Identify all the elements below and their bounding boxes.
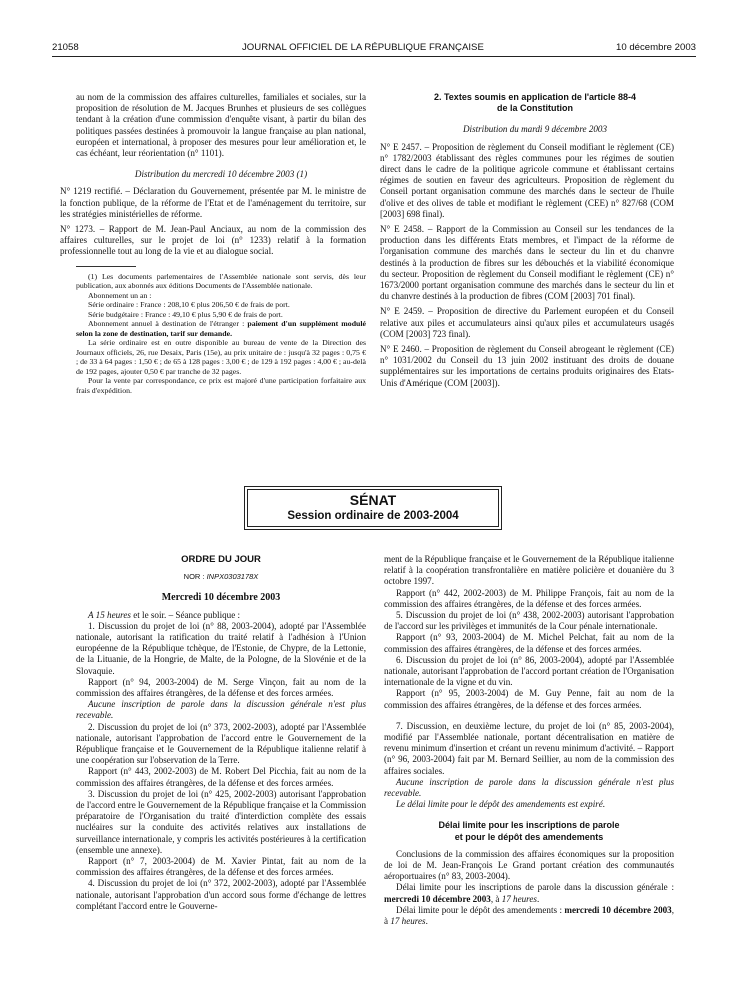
agenda-item-6: 6. Discussion du projet de loi (n° 86, 2003-2004), adopté par l'Assemblée nationale, autorisant l'approbation de l'accord portant création de l'Organisation internationale de la vigne et du vin. [384,654,674,688]
section-heading-2: de la Constitution [497,103,573,114]
item-text: – Proposition de règlement du Conseil modifiant le règlement (CE) n° 1782/2003 établissant des règles communes pour les régimes de soutien direct dans le cadre de la politique agricole commune et établissant certains régimes de soutien en faveur des agriculteurs. Proposition de règlement du Conseil portant organisation commune des marchés dans le secteur de l'huile d'olive et des olives de table et modifiant le règlement (CEE) n° 827/68 (COM [2003] 698 final). [380,141,674,219]
agenda-item-4-cont: ment de la République française et le Gouvernement de la République italienne relatif à la coopération transfrontalière en matière policière et douanière du 3 octobre 1997. [384,554,674,587]
date-heading: Mercredi 10 décembre 2003 [161,592,281,604]
page-header [52,42,696,56]
item-label: N° E 2457. [380,141,422,152]
distribution-heading: Distribution du mardi 9 décembre 2003 [462,124,608,135]
agenda-item-4: 4. Discussion du projet de loi (n° 372, 2002-2003), adopté par l'Assemblée nationale, autorisant l'approbation d'un accord sous forme d'échange de lettres complétant l'accord entre le Gouverne- [76,878,366,911]
footnote-p5: Abonnement annuel à destination de l'étranger : paiement d'un supplément modulé selon la zone de destination, tarif sur demande. [76,319,366,338]
agenda-item-2: 2. Discussion du projet de loi (n° 373, 2002-2003), adopté par l'Assemblée nationale, autorisant l'approbation de l'accord entre le Gouvernement de la République française et le Gouvernement de la République italienne relatif à une coopération sur l'observation de la Terre. [76,721,366,766]
footnote-rule [76,266,136,267]
page-number: 21058 [52,42,79,53]
agenda-item-3: 3. Discussion du projet de loi (n° 425, 2002-2003) autorisant l'approbation de l'accord entre le Gouvernement de la République française et la Commission préparatoire de l'Organisation du traité d'interdiction complète des essais nucléaires sur la conduite des activités relatives aux installations de surveillance internationale, y compris les activités postérieures à la certification (ensemble une annexe). [76,788,366,855]
list-item [380,344,674,389]
item-text: – Rapport de M. Jean-Paul Anciaux, au nom de la commission des affaires culturelles, sur le projet de loi (n° 1233) relatif à la formation professionnelle tout au long de la vie et au dialogue social. [60,224,366,257]
list-item [380,224,674,302]
item-text: – Proposition de règlement du Conseil abrogeant le règlement (CE) n° 1031/2002 du Conseil du 13 juin 2002 instituant des droits de douane supplémentaires sur les importations de certains produits originaires des Etats-Unis d'Amérique (COM [2003]). [380,344,674,388]
delai-amendements: Délai limite pour le dépôt des amendements : mercredi 10 décembre 2003, à 17 heures. [384,904,674,927]
footnote [76,272,366,396]
nor-reference: NOR : INPX0303178X [183,572,259,582]
issue-date: 10 décembre 2003 [615,42,696,53]
agenda-report-6: Rapport (n° 95, 2003-2004) de M. Guy Penne, fait au nom de la commission des affaires étrangères, de la défense et des forces armées. [384,688,674,710]
senat-box [244,486,502,530]
conclusions-paragraph: Conclusions de la commission des affaires économiques sur la proposition de loi de M. Jean-François Le Grand portant création des communautés aéroportuaires (n° 83, 2003-2004). [384,848,674,882]
intro-paragraph: au nom de la commission des affaires culturelles, familiales et sociales, sur la proposition de résolution de M. Jacques Brunhes et plusieurs de ses collègues tendant à la création d'une commission d'enquête visant, à partir du bilan des politiques passées destinées à promouvoir la langue française au plan national, européen et international, à proposer des mesures pour leur amélioration et, le cas échéant, leur réorientation (n° 1101). [76,92,366,159]
item-text: – Déclaration du Gouvernement, présentée par M. le ministre de la fonction publique, de la réforme de l'Etat et de l'aménagement du territoire, sur les stratégies ministérielles de réforme. [60,186,366,219]
delai-inscriptions: Délai limite pour les inscriptions de parole dans la discussion générale : mercredi 10 décembre 2003, à 17 heures. [384,882,674,904]
senat-title: SÉNAT [349,492,397,508]
item-label: N° E 2459. [380,306,425,317]
list-item [380,306,674,340]
agenda-note-1: Aucune inscription de parole dans la discussion générale n'est plus recevable. [76,699,366,721]
agenda-item-1: 1. Discussion du projet de loi (n° 88, 2003-2004), adopté par l'Assemblée nationale, autorisant la ratification du traité relatif à l'adhésion à l'Union européenne de la République tchèque, de l'Estonie, de Chypre, de la Lettonie, de la Lituanie, de la Hongrie, de Malte, de la Pologne, de la Slovénie et de la Slovaquie. [76,620,366,676]
agenda-report-2: Rapport (n° 443, 2002-2003) de M. Robert Del Picchia, fait au nom de la commission des affaires étrangères, de la défense et des forces armées. [76,766,366,788]
agenda-report-5: Rapport (n° 93, 2003-2004) de M. Michel Pelchat, fait au nom de la commission des affaires étrangères, de la défense et des forces armées. [384,632,674,654]
agenda-report-4: Rapport (n° 442, 2002-2003) de M. Philippe François, fait au nom de la commission des affaires étrangères, de la défense et des forces armées. [384,587,674,609]
footnote-p1: (1) Les documents parlementaires de l'Assemblée nationale sont servis, dès leur publication, aux abonnés aux éditions Documents de l'Assemblée nationale. [76,271,366,291]
item-text: – Rapport de la Commission au Conseil sur les tendances de la production dans les différents Etats membres, et l'impact de la réforme de l'organisation commune des marchés dans le secteur du lin et du chanvre destinés à la production de fibres sur les débouchés et la viabilité économique du secteur. Proposition de règlement du Conseil modifiant le règlement (CE) n° 1673/2000 portant organisation commune des marchés dans le secteur du lin et du chanvre destinés à la production de fibres (COM [2003] 701 final). [380,224,674,302]
item-label: N° E 2460. [380,344,422,355]
agenda-deadline-7: Le délai limite pour le dépôt des amendements est expiré. [396,799,606,810]
item-label: N° E 2458. [380,224,424,235]
left-bottom-column [76,554,366,912]
section-heading-1: 2. Textes soumis en application de l'article 88-4 [433,92,637,102]
item-label: N° 1219 rectifié. [60,186,123,197]
right-bottom-column [384,554,674,927]
item-label: N° 1273. [60,224,96,235]
list-item [60,224,366,258]
list-item [60,186,366,220]
delai-heading-1: Délai limite pour les inscriptions de parole [438,820,620,831]
header-rule [52,56,696,57]
agenda-report-3: Rapport (n° 7, 2003-2004) de M. Xavier Pintat, fait au nom de la commission des affaires étrangères, de la défense et des forces armées. [76,856,366,878]
agenda-report-1: Rapport (n° 94, 2003-2004) de M. Serge Vinçon, fait au nom de la commission des affaires étrangères, de la défense et des forces armées. [76,676,366,699]
senat-subtitle: Session ordinaire de 2003-2004 [287,510,459,522]
agenda-item-5: 5. Discussion du projet de loi (n° 438, 2002-2003) autorisant l'approbation de l'accord sur les privilèges et immunités de la Cour pénale internationale. [384,610,674,632]
delai-heading-2: et pour le dépôt des amendements [454,831,604,842]
right-top-column [380,92,674,389]
item-text: – Proposition de directive du Parlement européen et du Conseil relative aux piles et accumulateurs ainsi qu'aux piles et accumulateurs usagés (COM [2003] 723 final). [380,306,674,339]
footnote-p6: La série ordinaire est en outre disponible au bureau de vente de la Direction des Journaux officiels, 26, rue Desaix, Paris (15e), au prix unitaire de : jusqu'à 32 pages : 0,75 € ; de 33 à 64 pages : 1,50 € ; de 65 à 128 pages : 3,00 € ; de 129 à 192 pages : 4,00 € ; au-delà de 192 pages, ajouter 0,50 € par tranche de 32 pages. [76,338,366,376]
ordre-du-jour-title: ORDRE DU JOUR [181,554,261,565]
distribution-heading: Distribution du mercredi 10 décembre 2003 (1) [134,169,308,180]
seance-line: A 15 heures et le soir. – Séance publique : [88,609,241,620]
footnote-p2: Abonnement un an : [88,290,152,300]
list-item [380,142,674,220]
footnote-p4: Série budgétaire : France : 49,10 € plus 5,90 € de frais de port. [88,309,283,319]
agenda-note-7: Aucune inscription de parole dans la discussion générale n'est plus recevable. [384,776,674,799]
footnote-p3: Série ordinaire : France : 208,10 € plus 206,50 € de frais de port. [88,300,290,310]
agenda-item-7: 7. Discussion, en deuxième lecture, du projet de loi (n° 85, 2003-2004), modifié par l'Assemblée nationale, portant décentralisation en matière de revenu minimum d'insertion et créant un revenu minimum d'activité. – Rapport (n° 96, 2003-2004) fait par M. Bernard Seillier, au nom de la commission des affaires sociales. [384,720,674,776]
left-top-column [60,92,366,395]
journal-title: JOURNAL OFFICIEL DE LA RÉPUBLIQUE FRANÇAISE [242,42,484,53]
footnote-p7: Pour la vente par correspondance, ce prix est majoré d'une participation forfaitaire aux frais d'expédition. [76,376,366,395]
